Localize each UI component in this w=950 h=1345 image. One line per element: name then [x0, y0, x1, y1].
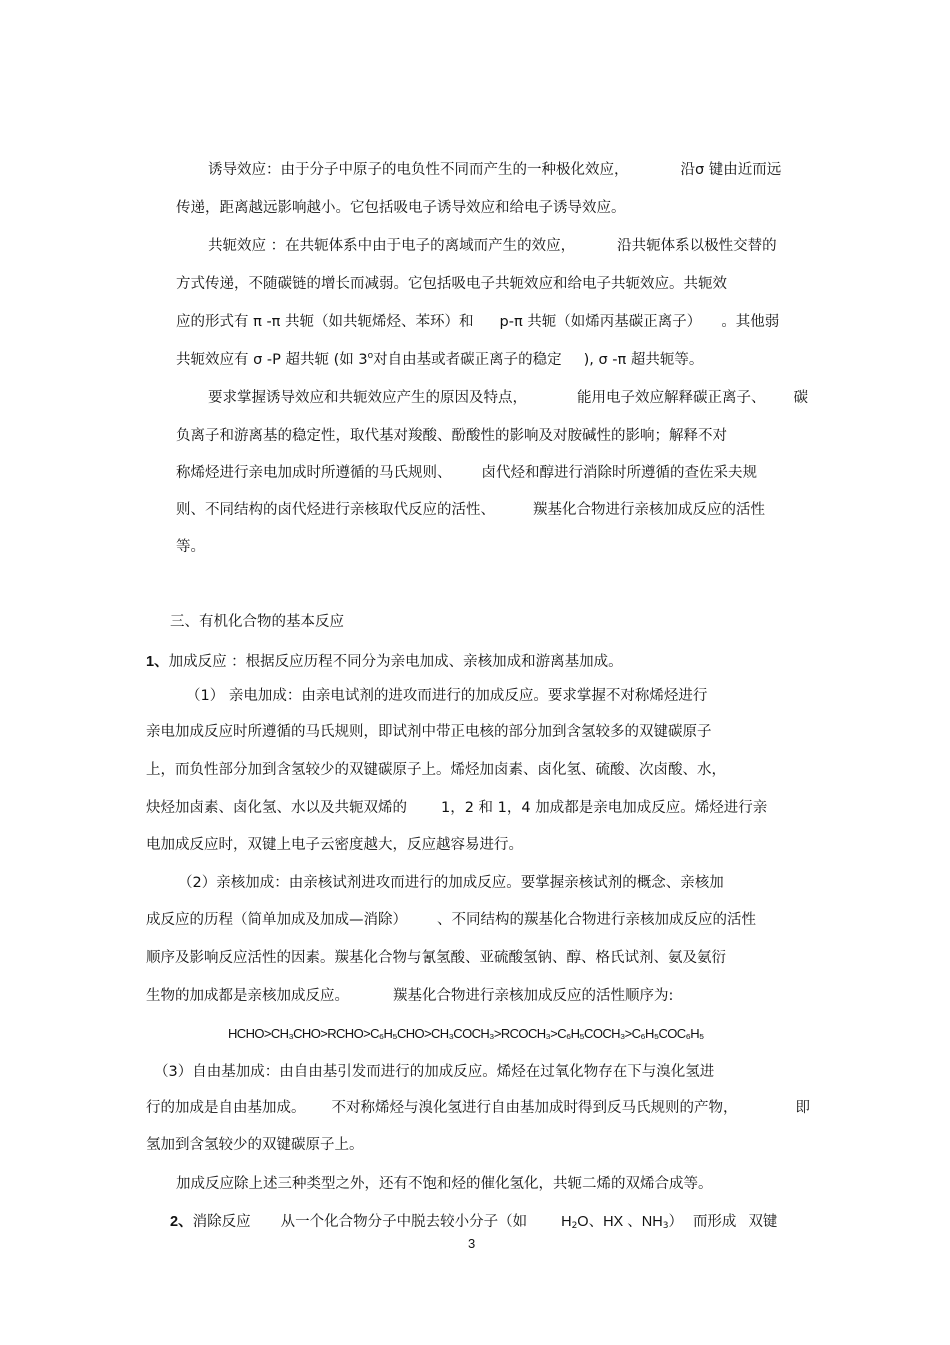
conjugate-text-4b: 对自由基或者碳正离子的稳定: [373, 352, 562, 368]
radical-line-3: 氢加到含氢较少的双键碳原子上。: [146, 1137, 364, 1153]
conjugate-text-1a: 共轭效应 ：在共轭体系中由于电子的离域而产生的效应，: [208, 238, 576, 254]
requirements-text-4b: 羰基化合物进行亲核加成反应的活性: [533, 502, 765, 518]
electrophilic-line-4: [146, 798, 767, 818]
inductive-line-2: 传递，距离越远影响越小。它包括吸电子诱导效应和给电子诱导效应。: [176, 200, 626, 216]
conjugate-line-4: [176, 350, 703, 370]
conjugate-text-3a: 应的形式有 π -π 共轭（如共轭烯烃、苯环）和: [176, 314, 474, 330]
electrophilic-line-5: 电加成反应时，双键上电子云密度越大，反应越容易进行。: [146, 837, 523, 853]
electrophilic-text-4a: 炔烃加卤素、卤化氢、水以及共轭双烯的: [146, 800, 407, 816]
nucleophilic-text-4a: 生物的加成都是亲核加成反应。: [146, 988, 349, 1004]
requirements-text-1a: 要求掌握诱导效应和共轭效应产生的原因及特点，: [208, 390, 527, 406]
nucleophilic-line-2: [146, 910, 756, 930]
nucleophilic-line-4: [146, 986, 673, 1006]
page-number: 3: [468, 1236, 476, 1251]
nucleophilic-line-1: （2）亲核加成：由亲核试剂进攻而进行的加成反应。要掌握亲核试剂的概念、亲核加: [178, 875, 724, 891]
addition-heading-number: 1、: [146, 654, 169, 670]
conjugate-text-4c: ), σ -π 超共轭等。: [583, 352, 704, 368]
requirements-line-3: [176, 463, 757, 483]
radical-line-1: （3）自由基加成：由自由基引发而进行的加成反应。烯烃在过氧化物存在下与溴化氢进: [154, 1064, 715, 1080]
elimination-text-b: 从一个化合物分子中脱去较小分子（如: [280, 1214, 528, 1230]
requirements-line-5: 等。: [176, 539, 205, 555]
requirements-text-3a: 称烯烃进行亲电加成时所遵循的马氏规则、: [176, 465, 452, 481]
inductive-line-1: [208, 160, 781, 180]
electrophilic-line-2: 亲电加成反应时所遵循的马氏规则，即试剂中带正电核的部分加到含氢较多的双键碳原子: [146, 724, 712, 740]
formula-o-hx-nh: O、HX 、NH: [577, 1214, 663, 1230]
subscript-3: 3: [662, 1221, 669, 1231]
subscript-2: 2: [571, 1221, 578, 1231]
nucleophilic-text-2b: 、不同结构的羰基化合物进行亲核加成反应的活性: [437, 912, 756, 928]
nucleophilic-text-2a: 成反应的历程（简单加成及加成—消除）: [146, 912, 407, 928]
addition-heading-text: 加成反应 ：根据反应历程不同分为亲电加成、亲核加成和游离基加成。: [168, 654, 623, 670]
conjugate-text-3b: p-π 共轭（如烯丙基碳正离子）: [499, 314, 702, 330]
formula-h: H: [561, 1214, 572, 1230]
reactivity-order-formula: HCHO>CH₃CHO>RCHO>C₆H₅CHO>CH₃COCH₃>RCOCH₃>C₆H₅COCH₃>C₆H₅COC₆H₅: [228, 1026, 704, 1041]
requirements-text-1c: 碳: [793, 390, 808, 406]
conjugate-text-3c: 。其他弱: [721, 314, 780, 330]
nucleophilic-text-4b: 羰基化合物进行亲核加成反应的活性顺序为:: [393, 988, 674, 1004]
addition-heading: [146, 652, 623, 672]
conjugate-text-1b: 沿共轭体系以极性交替的: [617, 238, 777, 254]
radical-text-2c: 即: [795, 1100, 810, 1116]
electrophilic-line-1: （1） 亲电加成：由亲电试剂的进攻而进行的加成反应。要求掌握不对称烯烃进行: [186, 688, 708, 704]
formula-close-paren: ）: [668, 1214, 683, 1230]
inductive-text-1b: 沿σ 键由近而远: [680, 162, 782, 178]
elimination-number: 2、: [170, 1214, 193, 1230]
degree-superscript: o: [367, 351, 374, 361]
conjugate-line-3: [176, 312, 779, 332]
requirements-line-1: [208, 388, 808, 408]
requirements-line-2: 负离子和游离基的稳定性，取代基对羧酸、酚酸性的影响及对胺碱性的影响；解释不对: [176, 428, 727, 444]
radical-text-2a: 行的加成是自由基加成。: [146, 1100, 306, 1116]
conjugate-line-1: [208, 236, 777, 256]
elimination-title: 消除反应: [192, 1214, 251, 1230]
elimination-text-e: 双键: [748, 1214, 778, 1230]
requirements-text-1b: 能用电子效应解释碳正离子、: [577, 390, 766, 406]
requirements-text-4a: 则、不同结构的卤代烃进行亲核取代反应的活性、: [176, 502, 495, 518]
nucleophilic-line-3: 顺序及影响反应活性的因素。羰基化合物与氰氢酸、亚硫酸氢钠、醇、格氏试剂、氨及氨衍: [146, 950, 726, 966]
conjugate-line-2: 方式传递，不随碳链的增长而减弱。它包括吸电子共轭效应和给电子共轭效应。共轭效: [176, 276, 727, 292]
requirements-line-4: [176, 500, 765, 520]
radical-text-2b: 不对称烯烃与溴化氢进行自由基加成时得到反马氏规则的产物，: [331, 1100, 738, 1116]
electrophilic-text-4b: 1，2 和 1，4 加成都是亲电加成反应。烯烃进行亲: [441, 800, 768, 816]
conjugate-text-4a: 共轭效应有 σ -P 超共轭 (如 3: [176, 352, 368, 368]
elimination-heading: [170, 1212, 777, 1232]
electrophilic-line-3: 上，而负性部分加到含氢较少的双键碳原子上。烯烃加卤素、卤化氢、硫酸、次卤酸、水，: [146, 762, 726, 778]
requirements-text-3b: 卤代烃和醇进行消除时所遵循的查佐采夫规: [481, 465, 757, 481]
addition-summary: 加成反应除上述三种类型之外，还有不饱和烃的催化氢化，共轭二烯的双烯合成等。: [176, 1176, 713, 1192]
radical-line-2: [146, 1098, 810, 1118]
inductive-text-1a: 诱导效应：由于分子中原子的电负性不同而产生的一种极化效应，: [208, 162, 629, 178]
elimination-text-d: 而形成: [692, 1214, 737, 1230]
section-title: 三、有机化合物的基本反应: [170, 614, 344, 630]
